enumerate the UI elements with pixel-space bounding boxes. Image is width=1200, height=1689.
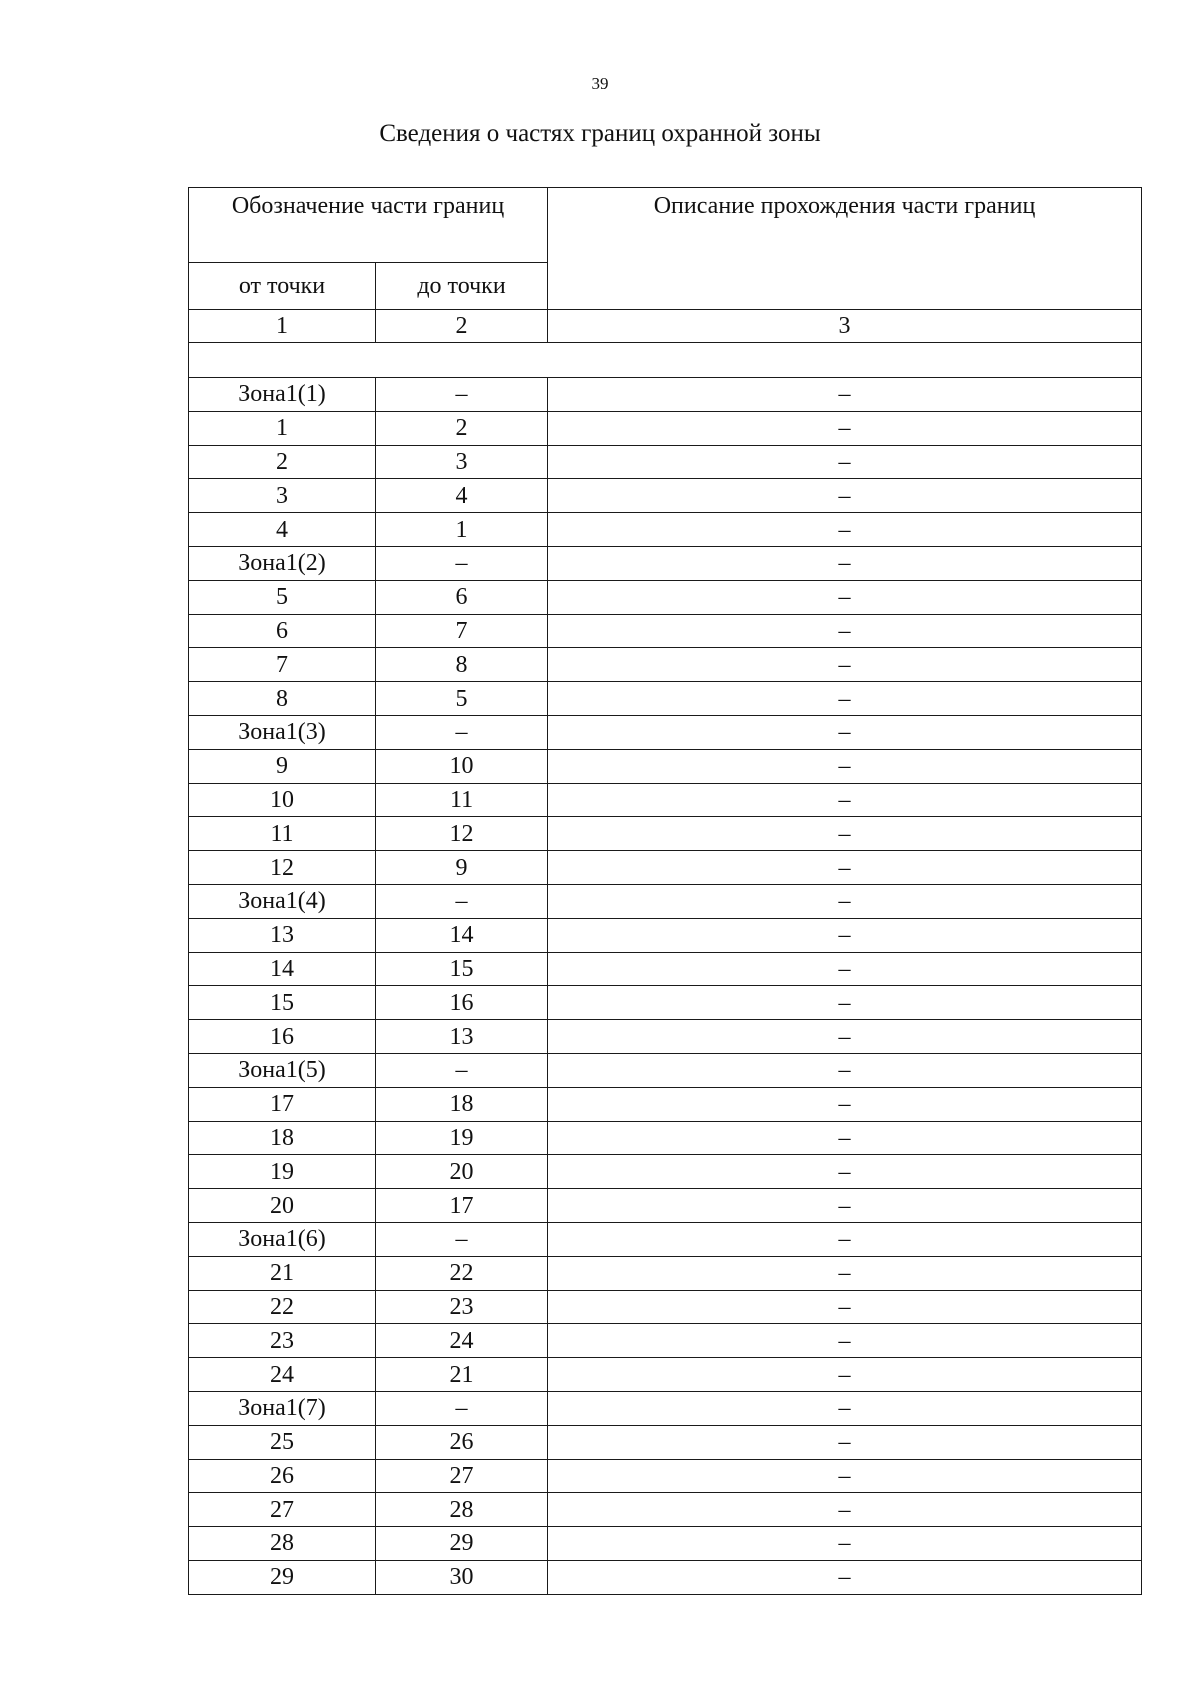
table-row [189,749,1142,783]
cell-description: – [548,1189,1142,1223]
cell-to-point: 15 [376,952,548,986]
table-row [189,546,1142,580]
table-row [189,378,1142,412]
table-row [189,1256,1142,1290]
cell-from-point: 23 [189,1324,376,1358]
table-row [189,851,1142,885]
table-row [189,884,1142,918]
header-boundary-description: Описание прохождения части границ [548,188,1142,310]
cell-description: – [548,513,1142,547]
cell-description: – [548,918,1142,952]
table-body [189,188,1142,1595]
table-row [189,1324,1142,1358]
cell-to-point: 21 [376,1358,548,1392]
table-row [189,817,1142,851]
cell-to-point: – [376,1053,548,1087]
cell-from-point: Зона1(4) [189,884,376,918]
cell-description: – [548,1290,1142,1324]
table-row [189,648,1142,682]
page-title: Сведения о частях границ охранной зоны [379,120,821,147]
cell-from-point: 3 [189,479,376,513]
cell-to-point: 4 [376,479,548,513]
cell-from-point: Зона1(6) [189,1222,376,1256]
table-row [189,1290,1142,1324]
cell-to-point: 22 [376,1256,548,1290]
cell-description: – [548,851,1142,885]
cell-from-point: 24 [189,1358,376,1392]
cell-from-point: 13 [189,918,376,952]
cell-to-point: 5 [376,682,548,716]
page-number: 39 [591,74,609,93]
cell-description: – [548,1087,1142,1121]
cell-to-point: 20 [376,1155,548,1189]
table-row [189,445,1142,479]
cell-description: – [548,1459,1142,1493]
cell-from-point: 27 [189,1493,376,1527]
cell-description: – [548,884,1142,918]
cell-description: – [548,411,1142,445]
cell-description: – [548,1155,1142,1189]
header-to-point: до точки [376,263,548,310]
table-row [189,715,1142,749]
cell-to-point: 29 [376,1527,548,1561]
column-number: 3 [548,310,1142,343]
table-row [189,513,1142,547]
cell-description: – [548,783,1142,817]
cell-description: – [548,378,1142,412]
cell-to-point: 27 [376,1459,548,1493]
cell-to-point: 26 [376,1425,548,1459]
cell-to-point: 1 [376,513,548,547]
cell-from-point: Зона1(7) [189,1391,376,1425]
cell-to-point: 10 [376,749,548,783]
cell-from-point: 4 [189,513,376,547]
cell-description: – [548,952,1142,986]
cell-to-point: 13 [376,1020,548,1054]
cell-from-point: 26 [189,1459,376,1493]
cell-from-point: 19 [189,1155,376,1189]
cell-to-point: 19 [376,1121,548,1155]
cell-description: – [548,682,1142,716]
cell-from-point: 21 [189,1256,376,1290]
table-row [189,580,1142,614]
table-row [189,1053,1142,1087]
cell-description: – [548,1256,1142,1290]
table-row [189,614,1142,648]
table-row [189,1155,1142,1189]
cell-from-point: 12 [189,851,376,885]
cell-from-point: 14 [189,952,376,986]
cell-description: – [548,1425,1142,1459]
table-row [189,479,1142,513]
cell-description: – [548,445,1142,479]
column-number: 1 [189,310,376,343]
cell-from-point: 28 [189,1527,376,1561]
cell-to-point: 9 [376,851,548,885]
table-row [189,1425,1142,1459]
cell-description: – [548,749,1142,783]
cell-to-point: 23 [376,1290,548,1324]
cell-from-point: Зона1(3) [189,715,376,749]
cell-from-point: 1 [189,411,376,445]
cell-from-point: 29 [189,1560,376,1594]
cell-to-point: 30 [376,1560,548,1594]
cell-description: – [548,986,1142,1020]
table-row [189,952,1142,986]
cell-to-point: – [376,1222,548,1256]
cell-description: – [548,1020,1142,1054]
cell-description: – [548,1121,1142,1155]
cell-from-point: 18 [189,1121,376,1155]
cell-description: – [548,1053,1142,1087]
cell-from-point: 16 [189,1020,376,1054]
cell-description: – [548,1222,1142,1256]
cell-to-point: 7 [376,614,548,648]
cell-to-point: 28 [376,1493,548,1527]
cell-to-point: 8 [376,648,548,682]
cell-description: – [548,580,1142,614]
cell-description: – [548,1493,1142,1527]
cell-from-point: 9 [189,749,376,783]
table-row [189,1020,1142,1054]
cell-to-point: 11 [376,783,548,817]
header-from-point: от точки [189,263,376,310]
cell-description: – [548,479,1142,513]
table-row [189,1189,1142,1223]
cell-description: – [548,715,1142,749]
header-boundary-designation: Обозначение части границ [189,188,548,263]
table-row [189,1391,1142,1425]
cell-from-point: 6 [189,614,376,648]
cell-description: – [548,817,1142,851]
cell-to-point: 2 [376,411,548,445]
table-row [189,411,1142,445]
table-row [189,682,1142,716]
cell-description: – [548,614,1142,648]
table-row [189,986,1142,1020]
cell-to-point: 12 [376,817,548,851]
cell-from-point: 10 [189,783,376,817]
table-row [189,1121,1142,1155]
boundary-parts-table [188,187,1142,1595]
cell-from-point: Зона1(1) [189,378,376,412]
table-row [189,783,1142,817]
table-row [189,1087,1142,1121]
cell-to-point: – [376,378,548,412]
table-row [189,918,1142,952]
cell-to-point: 18 [376,1087,548,1121]
empty-cell [189,343,1142,378]
column-number: 2 [376,310,548,343]
cell-description: – [548,1560,1142,1594]
header-row [189,188,1142,263]
cell-from-point: 5 [189,580,376,614]
cell-description: – [548,1358,1142,1392]
table-row [189,1527,1142,1561]
cell-from-point: 2 [189,445,376,479]
cell-to-point: 6 [376,580,548,614]
cell-from-point: 11 [189,817,376,851]
cell-from-point: 20 [189,1189,376,1223]
table-row [189,1459,1142,1493]
cell-description: – [548,1527,1142,1561]
cell-description: – [548,1324,1142,1358]
cell-to-point: 17 [376,1189,548,1223]
cell-description: – [548,648,1142,682]
cell-from-point: 7 [189,648,376,682]
cell-from-point: 25 [189,1425,376,1459]
table-row [189,1493,1142,1527]
cell-to-point: – [376,884,548,918]
cell-description: – [548,546,1142,580]
cell-to-point: – [376,715,548,749]
cell-from-point: Зона1(2) [189,546,376,580]
cell-from-point: 17 [189,1087,376,1121]
cell-to-point: 24 [376,1324,548,1358]
cell-from-point: Зона1(5) [189,1053,376,1087]
cell-from-point: 15 [189,986,376,1020]
table-row [189,1560,1142,1594]
table-row [189,1222,1142,1256]
cell-to-point: – [376,546,548,580]
cell-to-point: – [376,1391,548,1425]
cell-to-point: 3 [376,445,548,479]
empty-separator-row [189,343,1142,378]
cell-to-point: 14 [376,918,548,952]
cell-from-point: 22 [189,1290,376,1324]
cell-to-point: 16 [376,986,548,1020]
cell-from-point: 8 [189,682,376,716]
table-row [189,1358,1142,1392]
column-number-row [189,310,1142,343]
cell-description: – [548,1391,1142,1425]
